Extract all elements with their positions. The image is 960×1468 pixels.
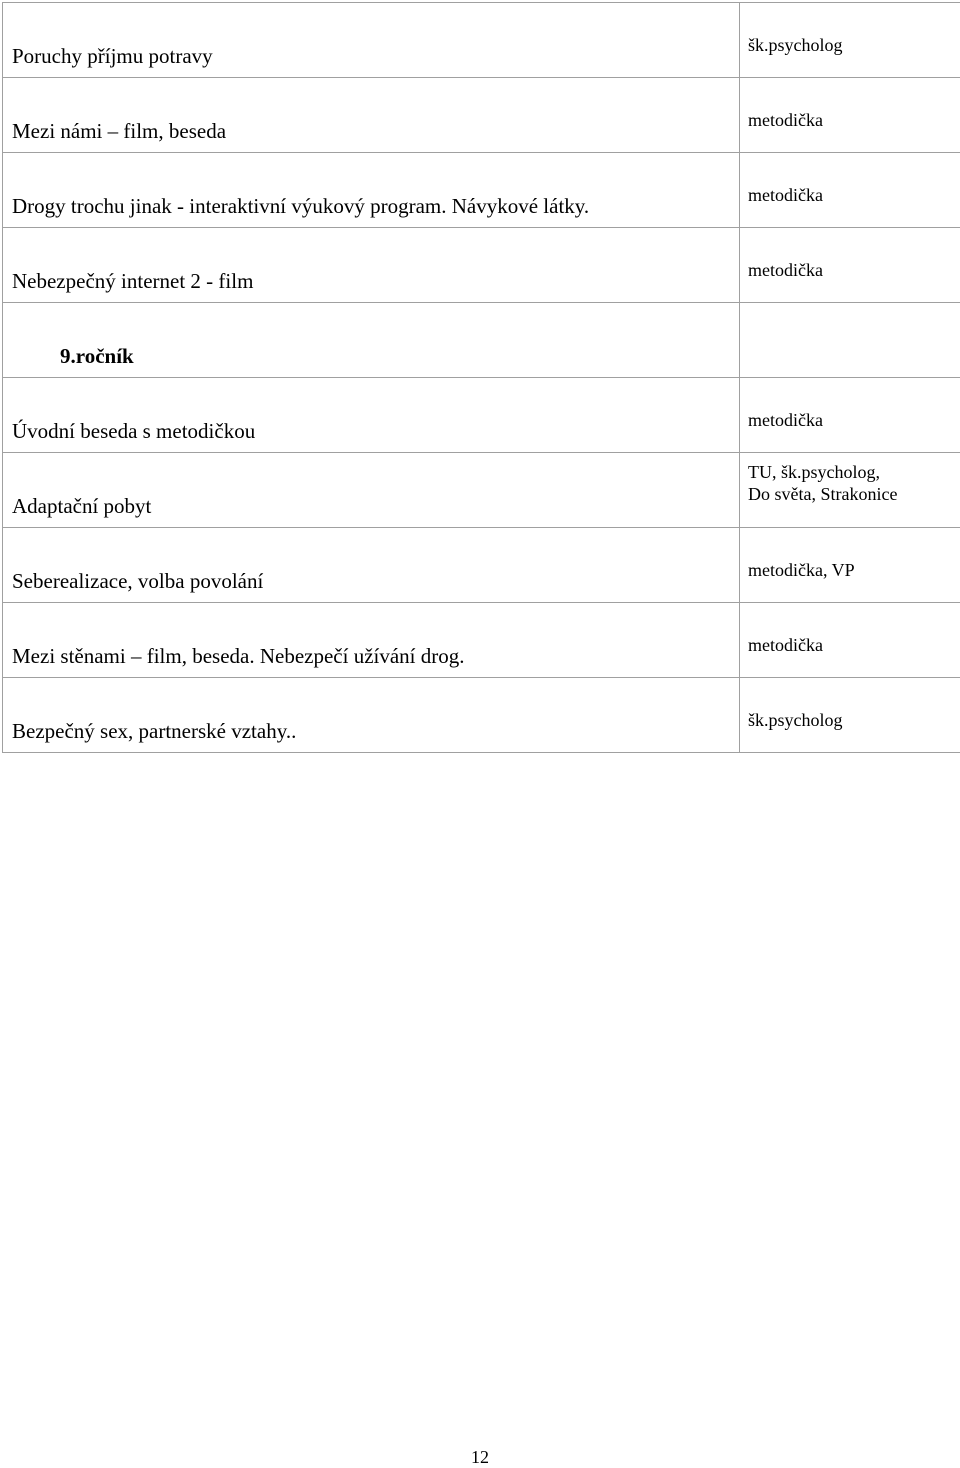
- activity-cell: [3, 453, 740, 528]
- table-row: [3, 528, 960, 603]
- grade-heading-cell: [3, 303, 740, 378]
- activity-cell: [3, 528, 740, 603]
- grade-heading: 9.ročník: [60, 344, 134, 368]
- responsible-cell: [740, 678, 960, 753]
- activity-text: Nebezpečný internet 2 - film: [12, 269, 253, 293]
- plan-sheet: [2, 2, 958, 753]
- activity-cell: [3, 153, 740, 228]
- responsible-text: metodička: [748, 109, 823, 131]
- activity-cell: [3, 378, 740, 453]
- activity-text: Bezpečný sex, partnerské vztahy..: [12, 719, 296, 743]
- activity-cell: [3, 678, 740, 753]
- responsible-cell: [740, 228, 960, 303]
- table-row: [3, 153, 960, 228]
- table-row: [3, 603, 960, 678]
- table-row: [3, 78, 960, 153]
- responsible-cell: [740, 603, 960, 678]
- activity-text: Drogy trochu jinak - interaktivní výukový program. Návykové látky.: [12, 194, 589, 218]
- grade-heading-row: [3, 303, 960, 378]
- activity-cell: [3, 228, 740, 303]
- responsible-cell: [740, 303, 960, 378]
- activity-text: Seberealizace, volba povolání: [12, 569, 263, 593]
- responsible-cell: [740, 378, 960, 453]
- responsible-cell: [740, 153, 960, 228]
- responsible-cell: [740, 3, 960, 78]
- page-number: 12: [0, 1446, 960, 1468]
- responsible-text: metodička: [748, 259, 823, 281]
- activity-cell: [3, 78, 740, 153]
- activity-text: Mezi námi – film, beseda: [12, 119, 226, 143]
- table-row: [3, 378, 960, 453]
- table-row: [3, 678, 960, 753]
- responsible-cell: [740, 78, 960, 153]
- activity-text: Poruchy příjmu potravy: [12, 44, 213, 68]
- activity-text: Úvodní beseda s metodičkou: [12, 419, 255, 443]
- table-row: [3, 453, 960, 528]
- activity-table: [2, 2, 960, 753]
- responsible-text: šk.psycholog: [748, 34, 843, 56]
- responsible-line-1: TU, šk.psycholog,: [748, 462, 880, 482]
- responsible-text: metodička: [748, 634, 823, 656]
- table-row: [3, 3, 960, 78]
- responsible-text: metodička: [748, 184, 823, 206]
- table-row: [3, 228, 960, 303]
- responsible-text: metodička, VP: [748, 559, 855, 581]
- activity-cell: [3, 603, 740, 678]
- activity-text: Mezi stěnami – film, beseda. Nebezpečí užívání drog.: [12, 644, 465, 668]
- responsible-text-multiline: [748, 461, 897, 505]
- responsible-line-2: Do světa, Strakonice: [748, 484, 897, 504]
- responsible-cell: [740, 528, 960, 603]
- responsible-text: metodička: [748, 409, 823, 431]
- responsible-text: šk.psycholog: [748, 709, 843, 731]
- responsible-cell: [740, 453, 960, 528]
- activity-text: Adaptační pobyt: [12, 494, 151, 518]
- activity-cell: [3, 3, 740, 78]
